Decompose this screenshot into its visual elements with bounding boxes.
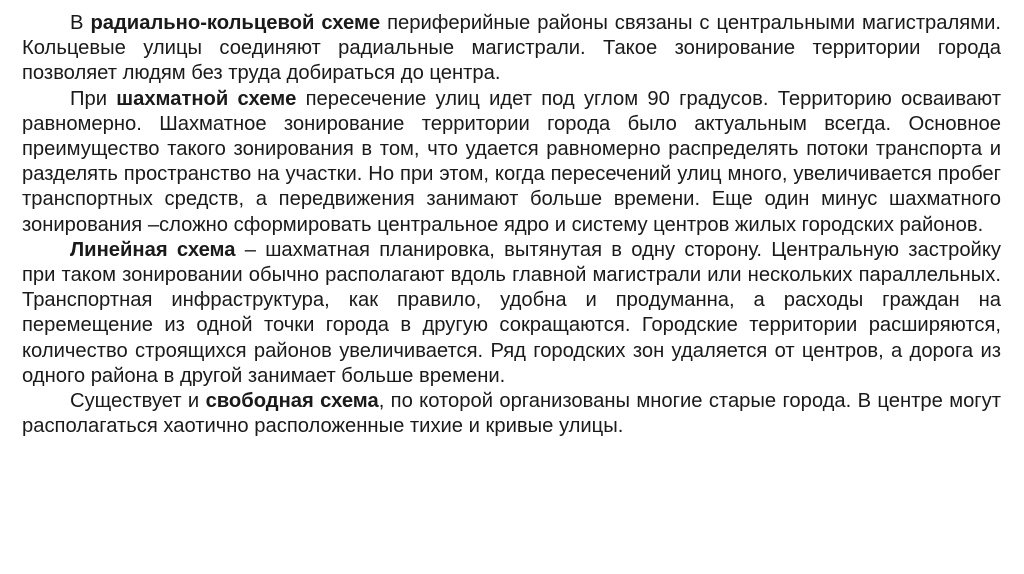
paragraph-text: пересечение улиц идет под углом 90 градусов. Территорию осваивают равномерно. Шахматное зонирование территории города было актуальным всегда. Основное преимущество такого зонирования в том, что удается равномерно распределять потоки транспорта и разделять пространство на участки. Но при этом, когда пересечений улиц много, увеличивается пробег транспортных средств, а передвижения занимают больше времени. Еще один минус шахматного зонирования –сложно сформировать центральное ядро и систему центров жилых городских районов.: [22, 87, 1001, 236]
document-body: [22, 11, 1001, 439]
paragraph-linear: [22, 238, 1001, 389]
paragraph-radial-ring: [22, 11, 1001, 87]
paragraph-lead: Существует и: [70, 390, 206, 413]
paragraph-lead: При: [70, 87, 117, 110]
paragraph-text: , по которой организованы многие старые города. В центре могут располагаться хаотично расположенные тихие и кривые улицы.: [22, 390, 1002, 438]
paragraph-free: [22, 389, 1001, 439]
term-radial-ring-scheme: радиально-кольцевой схеме: [90, 12, 381, 34]
paragraph-text: – шахматная планировка, вытянутая в одну сторону. Центральную застройку при таком зонировании обычно располагают вдоль главной магистрали или нескольких параллельных. Транспортная инфраструктура, как правило, удобна и продуманна, а расходы граждан на перемещение из одной точки города в другую сокращаются. Городские территории расширяются, количество строящихся районов увеличивается. Ряд городских зон удаляется от центров, а дорога из одного района в другой занимает больше времени.: [22, 238, 1001, 387]
paragraph-lead: В: [70, 12, 91, 34]
paragraph-text: периферийные районы связаны с центральными магистралями. Кольцевые улицы соединяют радиальные магистрали. Такое зонирование территории города позволяет людям без труда добираться до центра.: [22, 12, 1001, 85]
paragraph-grid: [22, 87, 1001, 238]
term-free-scheme: свободная схема: [205, 390, 379, 413]
term-grid-scheme: шахматной схеме: [116, 87, 297, 110]
term-linear-scheme: Линейная схема: [70, 238, 236, 261]
